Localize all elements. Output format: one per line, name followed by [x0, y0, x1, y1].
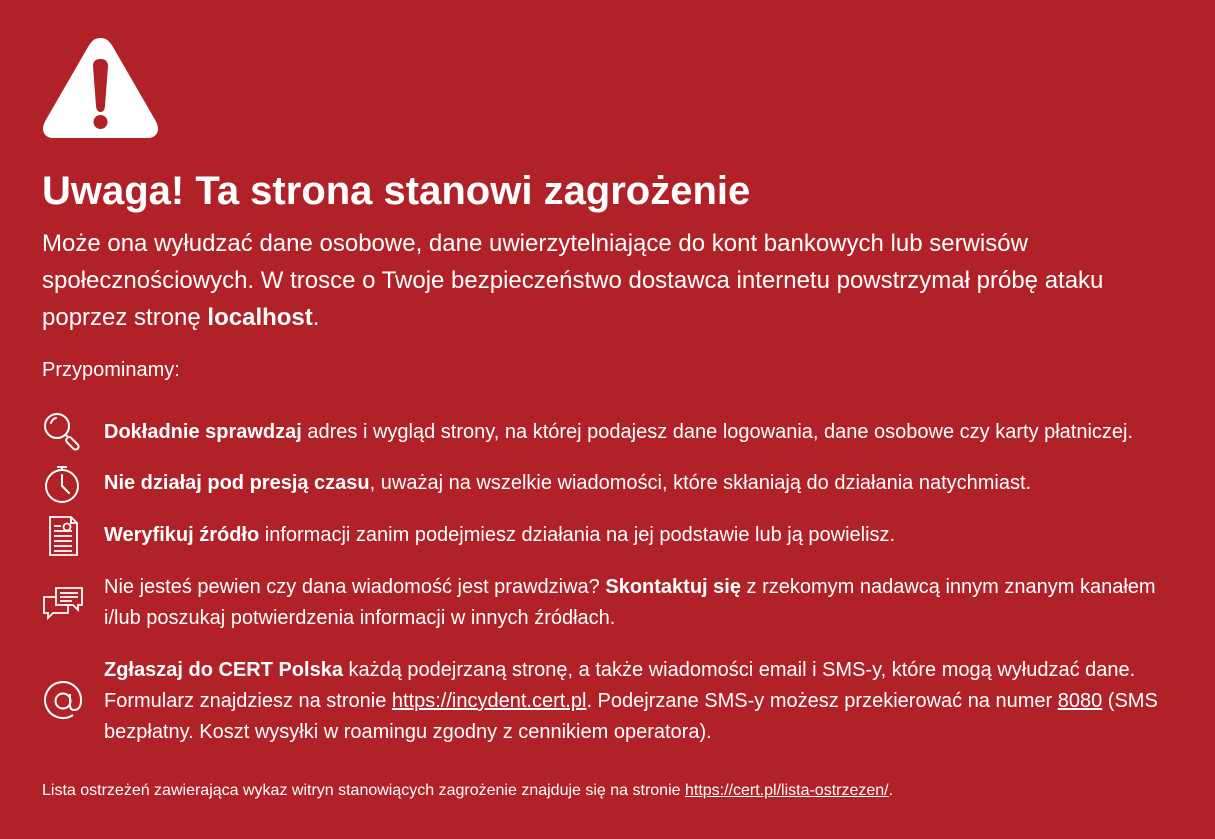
- stopwatch-icon: [42, 463, 84, 505]
- magnifier-icon: [42, 411, 84, 453]
- sms-number-link[interactable]: 8080: [1057, 690, 1103, 712]
- tip-bold: Zgłaszaj do CERT Polska: [104, 659, 343, 681]
- warning-list-link[interactable]: https://cert.pl/lista-ostrzezen/: [684, 782, 889, 799]
- tip-text: [104, 572, 1192, 634]
- intro-paragraph: [42, 225, 1192, 336]
- tip-bold: Dokładnie sprawdzaj: [104, 421, 302, 443]
- tip-text: [104, 468, 1192, 499]
- tip-rest: . Podejrzane SMS-y możesz przekierować na numer: [586, 690, 1058, 712]
- at-sign-icon: [42, 681, 84, 723]
- tip-text: [104, 417, 1192, 448]
- tip-text: [104, 655, 1192, 748]
- chat-bubbles-icon: [42, 585, 84, 627]
- tip-rest: (SMS bezpłatny. Koszt wysyłki w roamingu zgodny z cennikiem operatora).: [104, 690, 1158, 743]
- tip-rest: adres i wygląd strony, na której podajesz dane logowania, dane osobowe czy karty płatniczej.: [301, 421, 1134, 443]
- footer-note: [42, 780, 893, 802]
- tip-rest: , uważaj na wszelkie wiadomości, które skłaniają do działania natychmiast.: [369, 472, 1032, 494]
- document-icon: [42, 515, 84, 557]
- intro-text: Może ona wyłudzać dane osobowe, dane uwierzytelniające do kont bankowych lub serwisów społecznościowych. W trosce o Twoje bezpieczeństwo dostawca internetu powstrzymał próbę ataku poprzez stronę: [42, 230, 1104, 331]
- footer-text: Lista ostrzeżeń zawierająca wykaz witryn stanowiących zagrożenie znajduje się na stronie: [42, 782, 685, 799]
- incident-form-link[interactable]: https://incydent.cert.pl: [391, 690, 587, 712]
- warning-triangle-icon: [42, 34, 159, 138]
- page-title: Uwaga! Ta strona stanowi zagrożenie: [42, 169, 751, 213]
- tip-rest: informacji zanim podejmiesz działania na jej podstawie lub ją powielisz.: [259, 524, 896, 546]
- tip-rest: z rzekomym nadawcą innym znanym kanałem i/lub poszukaj potwierdzenia informacji w innych źródłach.: [104, 576, 1156, 629]
- intro-end: .: [312, 304, 320, 331]
- footer-end: .: [888, 782, 894, 799]
- tip-rest: każdą podejrzaną stronę, a także wiadomości email i SMS-y, które mogą wyłudzać dane. Formularz znajdziesz na stronie: [104, 659, 1136, 712]
- blocked-host: localhost: [207, 304, 313, 331]
- tip-text: [104, 520, 1192, 551]
- tip-bold: Skontaktuj się: [605, 576, 741, 598]
- tip-bold: Nie działaj pod presją czasu: [104, 472, 370, 494]
- tip-lead: Nie jesteś pewien czy dana wiadomość jest prawdziwa?: [104, 576, 606, 598]
- reminder-label: Przypominamy:: [42, 359, 180, 381]
- tip-bold: Weryfikuj źródło: [104, 524, 260, 546]
